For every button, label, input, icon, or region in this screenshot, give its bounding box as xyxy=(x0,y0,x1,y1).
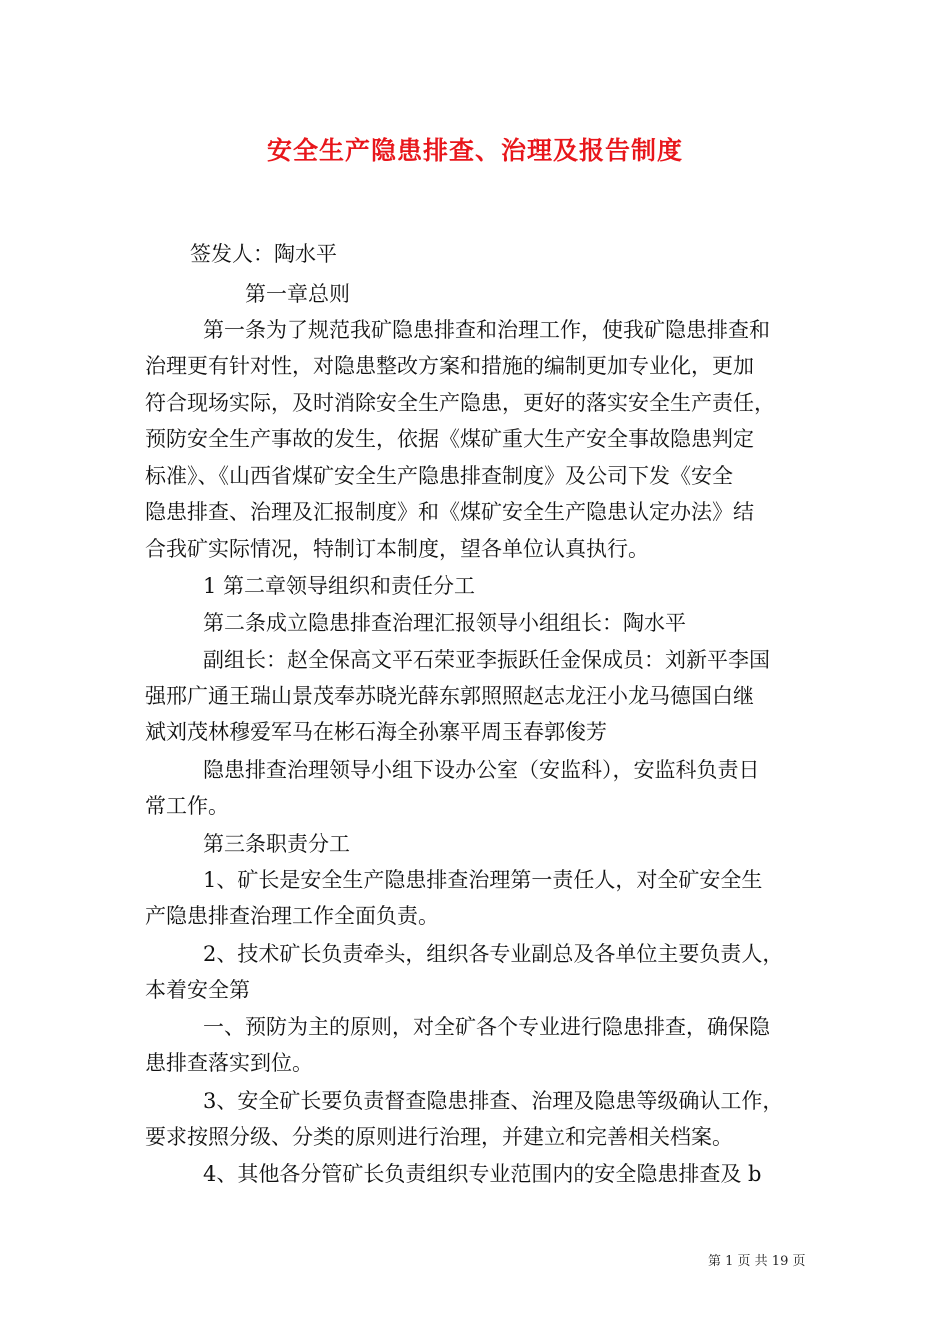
paragraph-line: 一、预防为主的原则，对全矿各个专业进行隐患排查，确保隐 xyxy=(203,1015,770,1039)
paragraph-line: 标准》、《山西省煤矿安全生产隐患排查制度》及公司下发《安全 xyxy=(145,464,733,488)
chapter-heading: 第一章总则 xyxy=(245,282,350,306)
chapter-heading: 1 第二章领导组织和责任分工 xyxy=(203,574,476,598)
paragraph-line: 治理更有针对性，对隐患整改方案和措施的编制更加专业化，更加 xyxy=(145,354,754,378)
paragraph-line: 本着安全第 xyxy=(145,978,250,1002)
paragraph-line: 3、安全矿长要负责督查隐患排查、治理及隐患等级确认工作， xyxy=(203,1089,784,1113)
paragraph-line: 隐患排查治理领导小组下设办公室（安监科），安监科负责日 xyxy=(203,758,760,782)
paragraph-line: 要求按照分级、分类的原则进行治理，并建立和完善相关档案。 xyxy=(145,1125,733,1149)
paragraph-line: 产隐患排查治理工作全面负责。 xyxy=(145,904,439,928)
paragraph-line: 斌刘茂林穆爱军马在彬石海全孙寨平周玉春郭俊芳 xyxy=(145,720,607,744)
paragraph-line: 隐患排查、治理及汇报制度》和《煤矿安全生产隐患认定办法》结 xyxy=(145,500,754,524)
paragraph-line: 合我矿实际情况，特制订本制度，望各单位认真执行。 xyxy=(145,537,649,561)
paragraph-line: 预防安全生产事故的发生，依据《煤矿重大生产安全事故隐患判定 xyxy=(145,427,754,451)
paragraph-line: 副组长：赵全保高文平石荣亚李振跃任金保成员：刘新平李国 xyxy=(203,648,770,672)
article-heading: 第三条职责分工 xyxy=(203,832,350,856)
paragraph-line: 患排查落实到位。 xyxy=(145,1051,313,1075)
paragraph-line: 符合现场实际，及时消除安全生产隐患，更好的落实安全生产责任， xyxy=(145,391,775,415)
paragraph-line: 1、矿长是安全生产隐患排查治理第一责任人，对全矿安全生 xyxy=(203,868,763,892)
document-title: 安全生产隐患排查、治理及报告制度 xyxy=(266,136,683,165)
paragraph-line: 第二条成立隐患排查治理汇报领导小组组长：陶水平 xyxy=(203,611,686,635)
paragraph-line: 强邢广通王瑞山景茂奉苏晓光薛东郭照照赵志龙汪小龙马德国白继 xyxy=(145,684,754,708)
paragraph-line: 第一条为了规范我矿隐患排查和治理工作，使我矿隐患排查和 xyxy=(203,318,770,342)
paragraph-line: 4、其他各分管矿长负责组织专业范围内的安全隐患排查及 b xyxy=(203,1162,762,1186)
paragraph-line: 常工作。 xyxy=(145,794,229,818)
signer-line: 签发人：陶水平 xyxy=(190,242,337,266)
page-number: 第 1 页 共 19 页 xyxy=(708,1254,806,1269)
paragraph-line: 2、技术矿长负责牵头，组织各专业副总及各单位主要负责人， xyxy=(203,942,784,966)
